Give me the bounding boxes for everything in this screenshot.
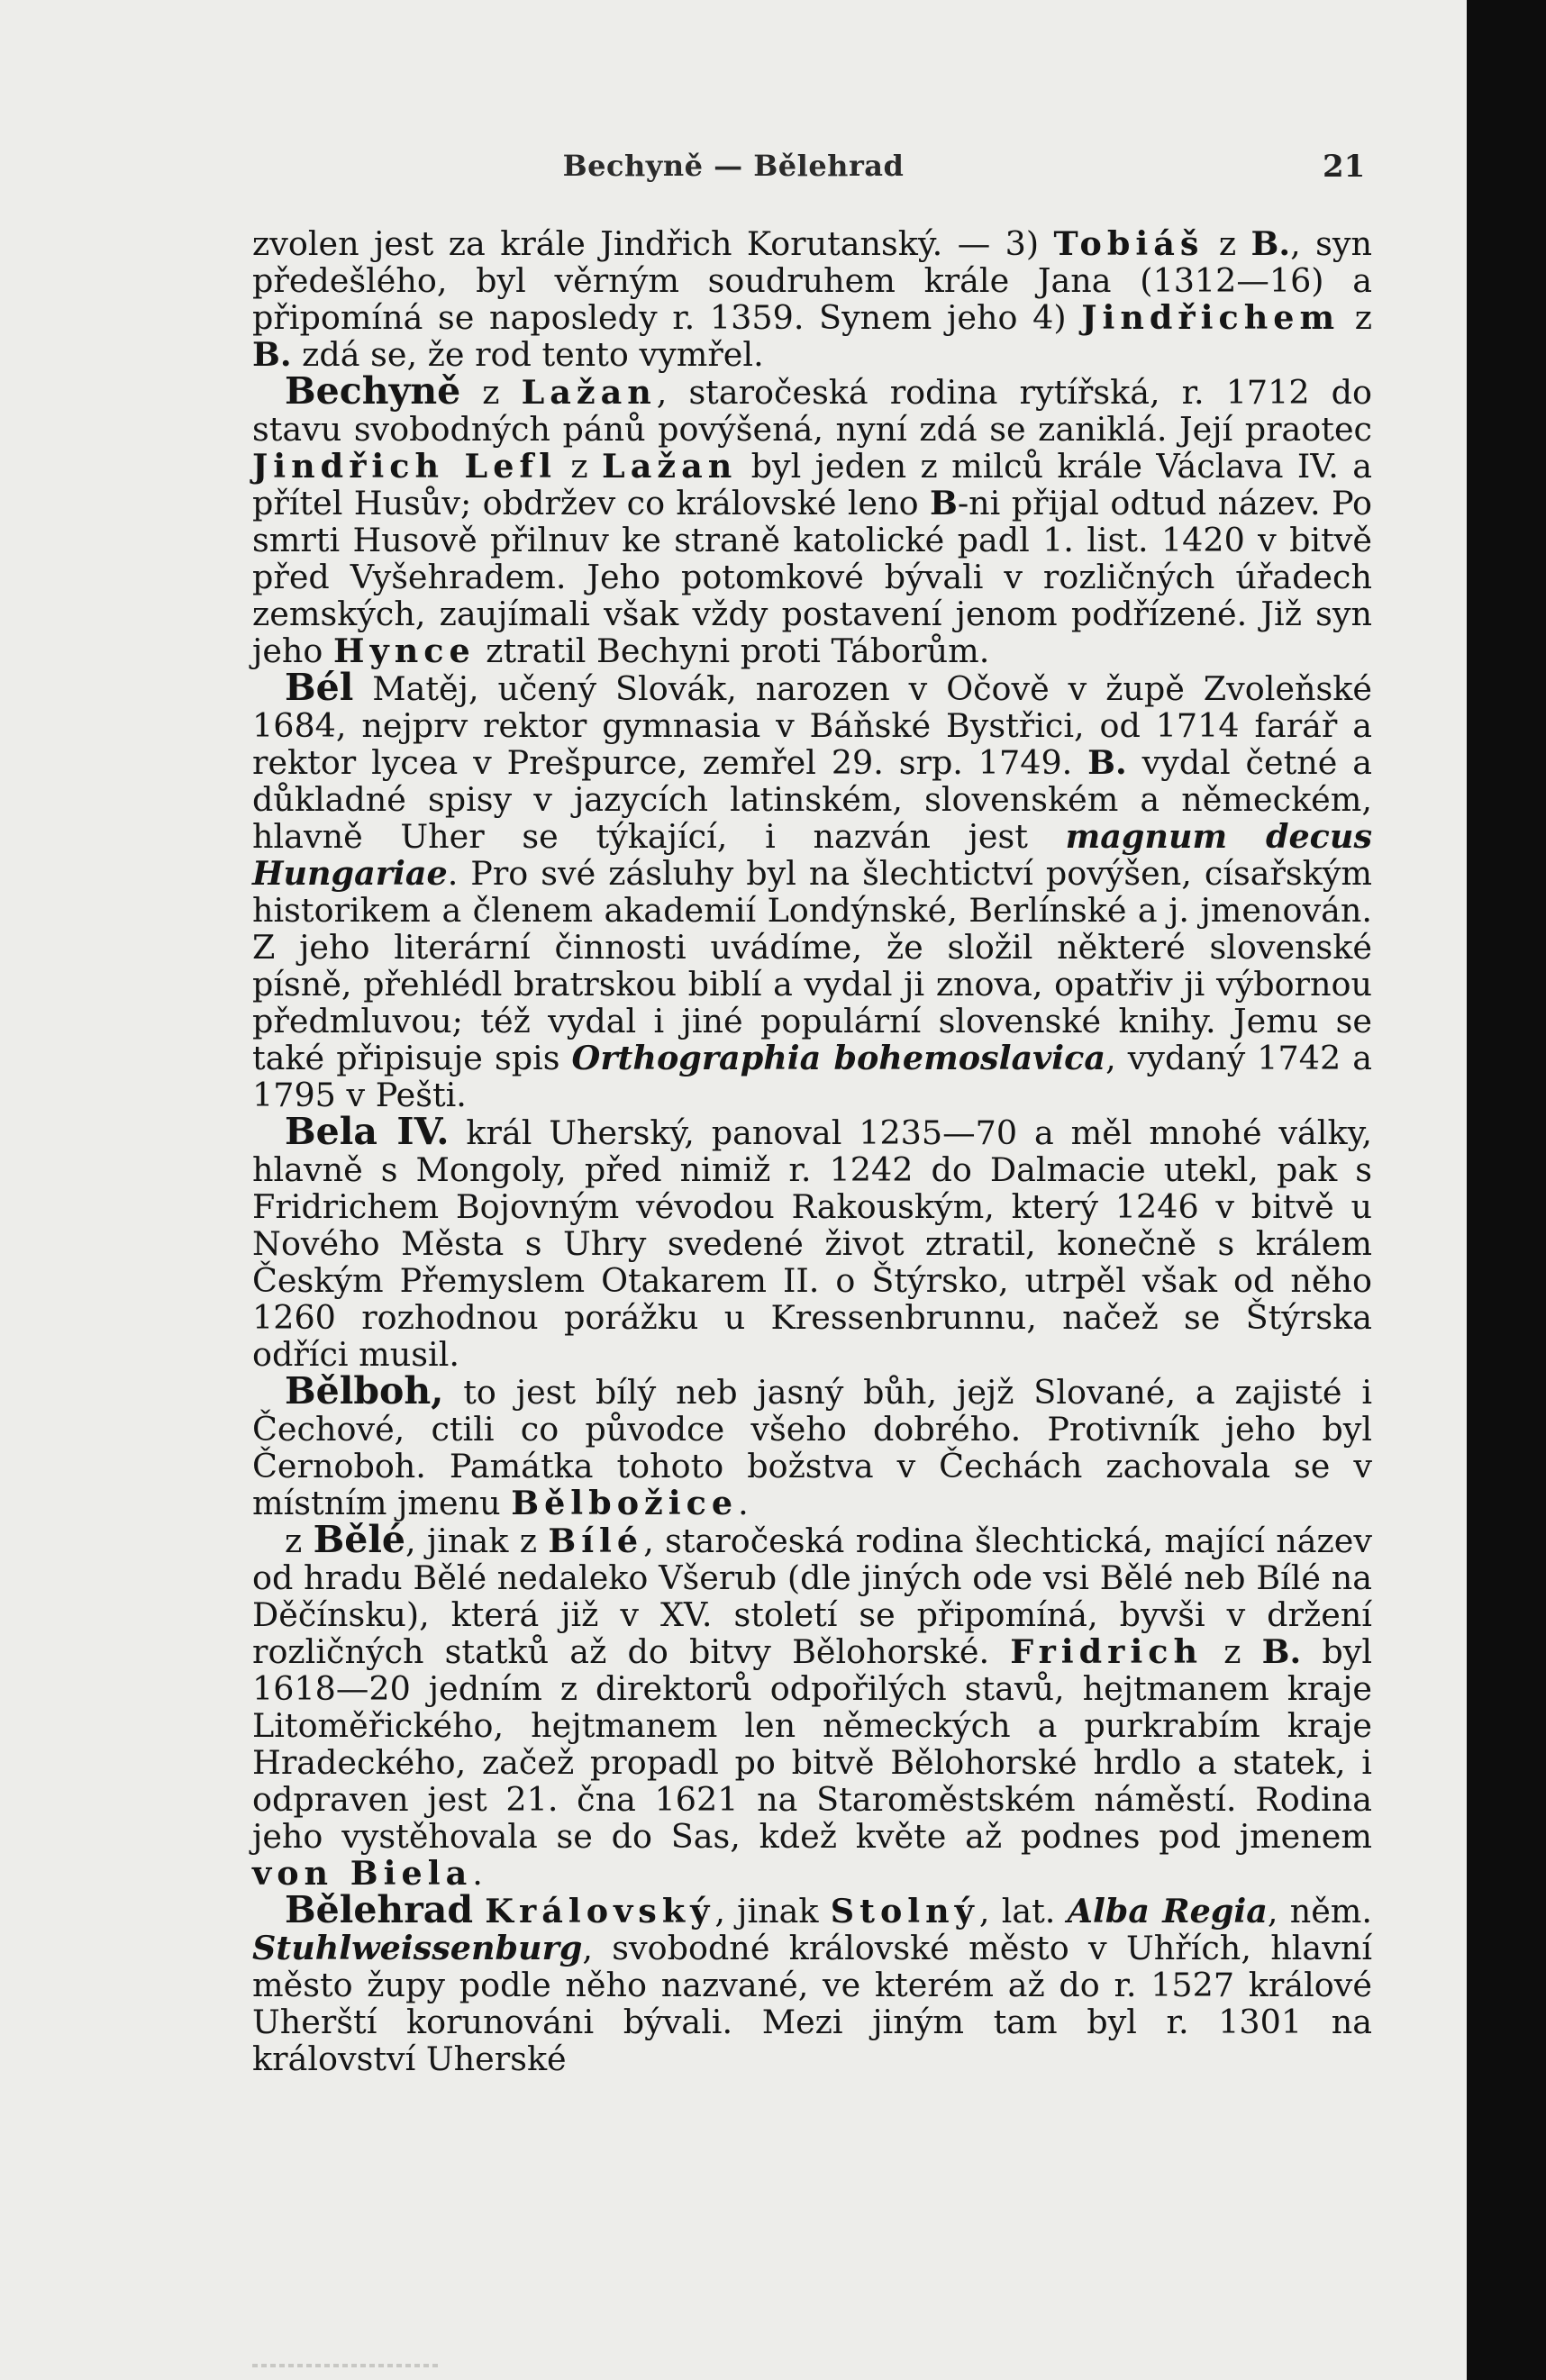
text-run: vydal četné a důkladné spisy v jazycích latinském, slovenském a německém, hlavně Uher se týkající, i nazván jest bbox=[252, 743, 1372, 856]
text-run-b: B. bbox=[252, 335, 292, 374]
text-run-sp: Královský bbox=[485, 1892, 715, 1930]
page-header bbox=[0, 149, 1467, 194]
text-run: . Pro své zásluhy byl na šlechtictví povýšen, císařským historikem a členem akademií Londýnské, Berlínské a j. jmenován. Z jeho literární činnosti uvádíme, že složil některé slovenské písně, přehlédl bratrskou biblí a vydal ji znova, opatřiv ji výbornou předmluvou; též vydal i jiné populární slovenské knihy. Jemu se také připisuje spis bbox=[252, 854, 1372, 1077]
text-run: , vydaný 1742 a 1795 v Pešti. bbox=[252, 1039, 1373, 1114]
text-run-it: Alba Regia bbox=[1067, 1892, 1268, 1930]
text-run-b: B. bbox=[1250, 224, 1291, 263]
text-run: , něm. bbox=[1267, 1892, 1373, 1930]
text-run: , syn předešlého, byl věrným soudruhem krále Jana (1312—16) a připomíná se naposledy r. 1359. Synem jeho 4) bbox=[252, 224, 1372, 337]
text-run-sp: von Biela bbox=[252, 1854, 473, 1893]
entry-bela-iv bbox=[252, 1110, 1372, 1374]
text-run-head: Bělehrad bbox=[285, 1888, 474, 1931]
text-run: zvolen jest za krále Jindřich Korutanský. — 3) bbox=[252, 224, 1054, 263]
text-run-sp: Fridrich bbox=[1010, 1632, 1204, 1671]
text-run: z bbox=[1340, 298, 1372, 337]
text-run: byl jeden z milců krále Václava IV. a přítel Husův; obdržev co královské leno bbox=[252, 447, 1373, 522]
text-run-sp: Lažan bbox=[521, 373, 657, 412]
text-run-it: magnum decus Hungariae bbox=[252, 817, 1372, 893]
text-run-it: Stuhlweissenburg bbox=[252, 1929, 583, 1967]
text-run: . bbox=[738, 1484, 749, 1522]
text-run-head: Bél bbox=[285, 666, 354, 709]
entry-bel bbox=[252, 666, 1373, 1114]
text-run: byl 1618—20 jedním z direktorů odpořilých stavů, hejtmanem kraje Litoměřického, hejtmanem len německých a purkrabím kraje Hradeckého, začež propadl po bitvě Bělohorské hrdlo a statek, i odpraven jest 21. čna 1621 na Staroměstském náměstí. Rodina jeho vystěhovala se do Sas, kdež květe až podnes pod jmenem bbox=[252, 1632, 1372, 1856]
text-run: . bbox=[472, 1854, 483, 1893]
text-run bbox=[473, 1892, 485, 1930]
text-run-head: Bechyně bbox=[285, 369, 461, 413]
text-run: , lat. bbox=[978, 1892, 1068, 1930]
text-run: Matěj, učený Slovák, narozen v Očově v župě Zvoleňské 1684, nejprv rektor gymnasia v Báňské Bystřici, od 1714 farář a rektor lycea v Prešpurce, zemřel 29. srp. 1749. bbox=[252, 669, 1372, 782]
text-run: ztratil Bechyni proti Táborům. bbox=[475, 631, 990, 670]
text-run-sp: Tobiáš bbox=[1053, 224, 1205, 263]
text-body bbox=[252, 225, 1372, 2077]
text-run-b: B bbox=[929, 484, 958, 522]
text-run-sp: Bělbožice bbox=[511, 1484, 739, 1522]
scan-edge-mark bbox=[252, 2364, 441, 2367]
text-run: z bbox=[557, 447, 603, 486]
text-run: z bbox=[1203, 1632, 1262, 1671]
running-title: Bechyně — Bělehrad bbox=[562, 149, 905, 183]
paragraph-continuation bbox=[252, 225, 1372, 373]
text-run: , jinak z bbox=[405, 1522, 549, 1560]
text-run: z bbox=[460, 373, 522, 412]
entry-bechyne bbox=[252, 369, 1373, 670]
text-run-sp: Jindřichem bbox=[1081, 298, 1341, 337]
entry-belboh bbox=[252, 1369, 1372, 1522]
text-run-sp: Jindřich Lefl bbox=[252, 447, 558, 486]
text-run-b: B. bbox=[1261, 1632, 1302, 1671]
text-run-sp: Stolný bbox=[830, 1892, 979, 1930]
text-run: , jinak bbox=[714, 1892, 831, 1930]
page-number: 21 bbox=[1323, 149, 1366, 185]
text-run: zdá se, že rod tento vymřel. bbox=[291, 335, 764, 374]
text-run: král Uherský, panoval 1235—70 a měl mnohé války, hlavně s Mongoly, před nimiž r. 1242 do Dalmacie utekl, pak s Fridrichem Bojovným vévodou Rakouským, který 1246 v bitvě u Nového Města s Uhry svedené život ztratil, konečně s králem Českým Přemyslem Otakarem II. o Štýrsko, utrpěl však od něho 1260 rozhodnou porážku u Kressenbrunnu, načež se Štýrska odříci musil. bbox=[252, 1113, 1372, 1374]
text-run-head: Bela IV. bbox=[285, 1110, 450, 1153]
text-run: , staročeská rodina šlechtická, mající název od hradu Bělé nedaleko Všerub (dle jiných ode vsi Bělé neb Bílé na Děčínsku), která již v XV. století se připomíná, byvši v držení rozličných statků až do bitvy Bělohorské. bbox=[252, 1522, 1372, 1671]
text-run: , staročeská rodina rytířská, r. 1712 do stavu svobodných pánů povýšená, nyní zdá se zaniklá. Její praotec bbox=[252, 373, 1372, 449]
text-run-b: B. bbox=[1087, 743, 1127, 782]
text-run: z bbox=[285, 1522, 314, 1560]
text-run: z bbox=[1204, 224, 1251, 263]
text-run: -ni přijal odtud název. Po smrti Husově přilnuv ke straně katolické padl 1. list. 1420 v bitvě před Vyšehradem. Jeho potomkové bývali v rozličných úřadech zemských, zaujímali však vždy postavení jenom podřízené. Již syn jeho bbox=[252, 484, 1373, 670]
text-run: , svobodné královské město v Uhřích, hlavní město župy podle něho nazvané, ve kterém až do r. 1527 králové Uherští korunováni bývali. Mezi jiným tam byl r. 1301 na království Uherské bbox=[252, 1929, 1372, 2078]
entry-z-bele bbox=[252, 1518, 1372, 1893]
text-run-sp: Lažan bbox=[602, 447, 738, 486]
text-run-head: Bělboh, bbox=[285, 1369, 444, 1413]
entry-belehrad bbox=[252, 1888, 1373, 2078]
text-run: to jest bílý neb jasný bůh, jejž Slované, a zajisté i Čechové, ctili co původce všeho dobrého. Protivník jeho byl Černoboh. Památka tohoto božstva v Čechách zachovala se v místním jmenu bbox=[252, 1373, 1372, 1522]
text-run-it: Orthographia bohemoslavica bbox=[571, 1039, 1106, 1077]
text-run-sp: Bílé bbox=[548, 1522, 644, 1560]
text-run-sp: Hynce bbox=[333, 631, 476, 670]
text-run-head: Bělé bbox=[313, 1518, 406, 1561]
